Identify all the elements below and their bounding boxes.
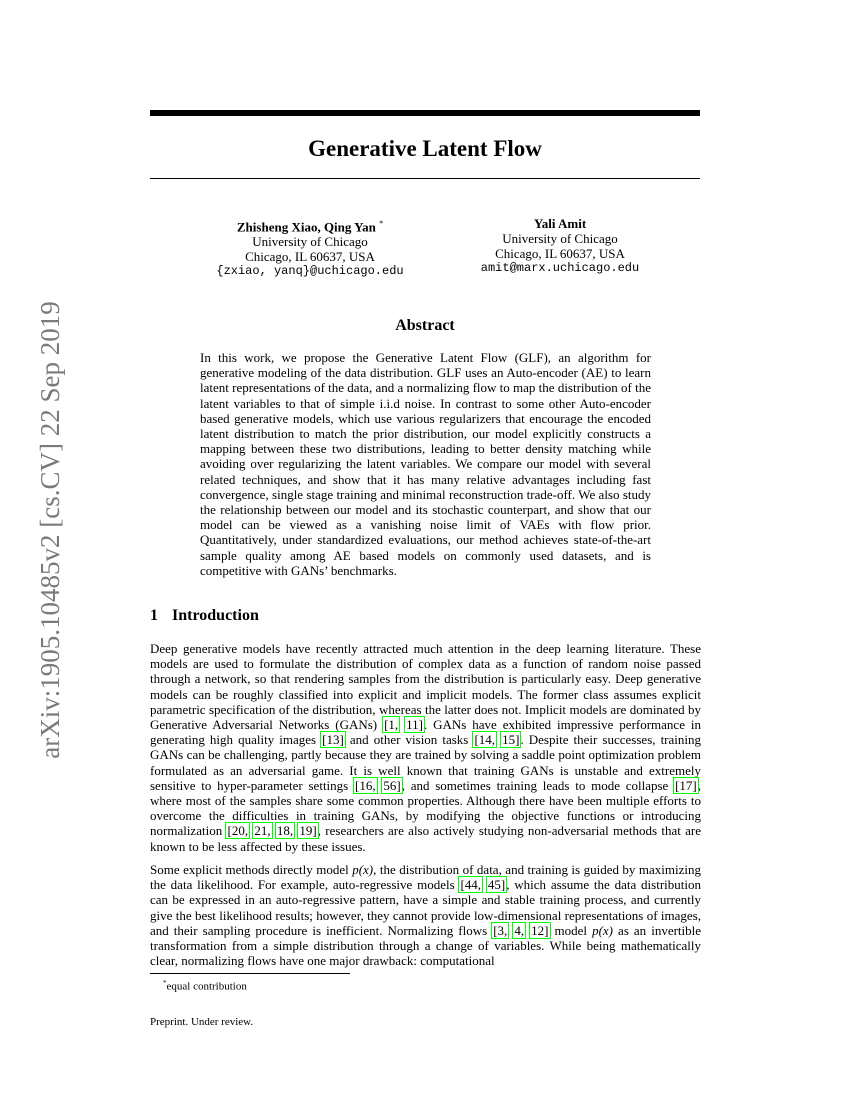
author-block-2 — [440, 216, 680, 276]
author-names-1: Zhisheng Xiao, Qing Yan * — [236, 219, 384, 235]
title-top-rule — [150, 110, 700, 116]
citation-link[interactable]: 4, — [514, 922, 525, 938]
section-title: Introduction — [172, 607, 259, 624]
citation-link[interactable]: 15] — [502, 732, 520, 748]
citation-link[interactable]: [3, — [493, 922, 508, 938]
intro-paragraph-1: Deep generative models have recently attracted much attention in the deep learning literature. These models are used to formulate the distribution of complex data as a function of random noise passed through a network, so that rendering samples from the distribution is particularly easy. Deep generative models can be roughly classified into explicit and implicit models. The former class assumes explicit parametric specification of the distribution, whereas the latter does not. Implicit models are dominated by Generative Adversarial Networks (GANs) [1, 11]. GANs have exhibited impressive performance in generating high quality images [13] and other vision tasks [14, 15]. Despite their successes, training GANs can be challenging, partly because they are trained by solving a saddle point optimization problem formulated as an adversarial game. It is well known that training GANs is unstable and extremely sensitive to hyper-parameter settings [16, 56], and sometimes training leads to mode collapse [17], where most of the samples share some common properties. Although there have been multiple efforts to overcome the difficulties in training GANs, by modifying the objective functions or introducing normalization [20, 21, 18, 19], researchers are also actively studying non-adversarial methods that are known to be less affected by these issues. — [150, 641, 702, 854]
title-bottom-rule — [150, 178, 700, 179]
author-location-1: Chicago, IL 60637, USA — [245, 249, 375, 265]
citation-link[interactable]: 18, — [276, 823, 294, 839]
author-email-2: amit@marx.uchicago.edu — [480, 261, 640, 275]
citation-link[interactable]: [17] — [675, 777, 697, 793]
footnote-text: equal contribution — [166, 980, 247, 993]
author-email-1: {zxiao, yanq}@uchicago.edu — [216, 264, 404, 279]
citation-link[interactable]: 19] — [299, 823, 317, 839]
citation-link[interactable]: [13] — [322, 732, 344, 748]
footnote-mark: * — [163, 979, 167, 987]
citation-link[interactable]: [14, — [474, 732, 496, 748]
intro-paragraph-2: Some explicit methods directly model p(x), the distribution of data, and training is guided by maximizing the data likelihood. For example, auto-regressive models [44, 45], which assume the data distribution can be expressed in an auto-regressive pattern, have a simple and stable training process, and currently give the best likelihood results; however, they cannot provide low-dimensional representations of images, and their sampling procedure is inefficient. Normalizing flows [3, 4, 12] model p(x) as an invertible transformation from a simple distribution through a change of variables. While being mathematically clear, normalizing flows have one major drawback: computational — [150, 862, 702, 969]
paper-title: Generative Latent Flow — [308, 136, 542, 161]
abstract-heading: Abstract — [395, 317, 455, 334]
equal-contribution-mark: * — [379, 219, 384, 228]
author-names-2: Yali Amit — [533, 216, 587, 231]
author-affiliation-1: University of Chicago — [252, 234, 368, 250]
abstract-text: In this work, we propose the Generative Latent Flow (GLF), an algorithm for generative modeling of the data distribution. GLF uses an Auto-encoder (AE) to learn latent representations of the data, and a normalizing flow to map the distribution of the latent variables to that of simple i.i.d noise. In contrast to some other Auto-encoder based generative models, which use various regularizers that encourage the encoded latent distribution to match the prior distribution, our model explicitly constructs a mapping between these two distributions, leading to better density matching while avoiding over regularizing the latent variables. We compare our model with several related techniques, and show that it has many relative advantages including fast convergence, single stage training and minimal reconstruction trade-off. We also study the relationship between our model and its stochastic counterpart, and show that our model can be viewed as a vanishing noise limit of VAEs with flow prior. Quantitatively, under standardized evaluations, our method achieves state-of-the-art sample quality among AE based models on commonly used datasets, and is competitive with GANs’ benchmarks. — [200, 350, 651, 578]
footnote — [163, 977, 247, 994]
arxiv-stamp: arXiv:1905.10485v2 [cs.CV] 22 Sep 2019 — [35, 301, 65, 759]
citation-link[interactable]: 21, — [254, 823, 271, 839]
footnote-rule — [150, 973, 350, 974]
citation-link[interactable]: [1, — [384, 717, 399, 733]
math-px: p(x) — [592, 922, 614, 938]
citation-link[interactable]: [16, — [354, 777, 376, 793]
arxiv-stamp-sidebar — [35, 290, 65, 770]
section-heading-introduction — [150, 606, 259, 626]
preprint-footer: Preprint. Under review. — [150, 1016, 254, 1028]
author-affiliation-2: University of Chicago — [502, 231, 618, 246]
citation-link[interactable]: [20, — [227, 823, 249, 839]
citation-link[interactable]: 45] — [487, 877, 506, 893]
author-location-2: Chicago, IL 60637, USA — [495, 246, 625, 261]
math-px: p(x) — [352, 862, 374, 877]
citation-link[interactable]: [44, — [460, 877, 482, 893]
citation-link[interactable]: 12] — [531, 922, 549, 938]
citation-link[interactable]: 11] — [406, 717, 423, 733]
citation-link[interactable]: 56] — [383, 777, 401, 793]
author-block-1 — [190, 216, 430, 279]
section-number: 1 — [150, 607, 158, 624]
